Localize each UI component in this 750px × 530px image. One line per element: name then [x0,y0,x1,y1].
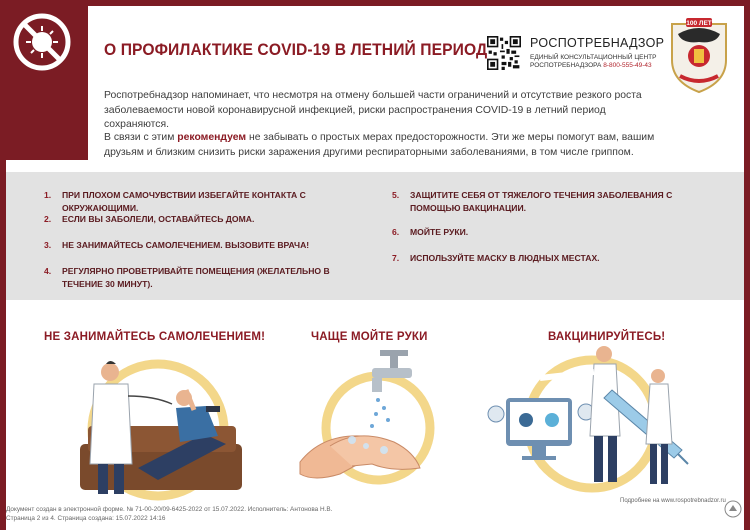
consult-center-line1: ЕДИНЫЙ КОНСУЛЬТАЦИОННЫЙ ЦЕНТР [530,54,657,61]
doctor-patient-illustration [58,352,258,502]
tip-number: 1. [44,190,52,200]
tip-item [392,189,722,214]
tip-item [44,213,384,226]
section-title-vaccinate: ВАКЦИНИРУЙТЕСЬ! [548,331,666,343]
tip-text: ИСПОЛЬЗУЙТЕ МАСКУ В ЛЮДНЫХ МЕСТАХ. [410,253,600,263]
tip-number: 5. [392,190,400,200]
tip-number: 2. [44,214,52,224]
tip-number: 3. [44,240,52,250]
tip-number: 7. [392,253,400,263]
tip-text: РЕГУЛЯРНО ПРОВЕТРИВАЙТЕ ПОМЕЩЕНИЯ (ЖЕЛАТЕЛЬНО В ТЕЧЕНИЕ 30 МИНУТ). [62,266,330,289]
tip-number: 4. [44,266,52,276]
consult-center-line2: РОСПОТРЕБНАДЗОРА [530,62,602,69]
tip-item [44,239,384,252]
page-title: О ПРОФИЛАКТИКЕ COVID-19 В ЛЕТНИЙ ПЕРИОД [104,40,488,59]
no-virus-icon [12,12,72,72]
section-title-self-treatment: НЕ ЗАНИМАЙТЕСЬ САМОЛЕЧЕНИЕМ! [44,331,266,343]
tip-text: НЕ ЗАНИМАЙТЕСЬ САМОЛЕЧЕНИЕМ. ВЫЗОВИТЕ ВРАЧА! [62,240,310,250]
intro-p2-end: не забывать о простых мерах предосторожности. Эти же меры помогут вам, вашим друзьям и близким снизить риски заражения другими респираторными заболеваниями, в том числе гриппом. [104,132,655,158]
tip-text: ЗАЩИТИТЕ СЕБЯ ОТ ТЯЖЕЛОГО ТЕЧЕНИЯ ЗАБОЛЕВАНИЯ С ПОМОЩЬЮ ВАКЦИНАЦИИ. [410,190,673,213]
emblem-label: 100 ЛЕТ [686,20,712,27]
tip-text: ЕСЛИ ВЫ ЗАБОЛЕЛИ, ОСТАВАЙТЕСЬ ДОМА. [62,214,255,224]
tip-item [44,265,344,290]
intro-p2-recommend: рекомендуем [177,132,247,143]
frame-right [744,0,750,530]
document-note: Документ создан в электронной форме. № 71-00-20/09-6425-2022 от 15.07.2022. Исполнитель: Антонова Н.В. [6,506,333,513]
consult-center [530,54,656,70]
tip-item [392,226,722,239]
hand-washing-illustration [292,342,442,502]
tip-item [392,252,722,265]
tip-text: МОЙТЕ РУКИ. [410,227,469,237]
org-name: РОСПОТРЕБНАДЗОР [530,36,665,50]
section-title-wash-hands: ЧАЩЕ МОЙТЕ РУКИ [311,331,428,343]
qr-code-icon [487,36,521,70]
tip-item [44,189,384,214]
corner-stamp-icon [724,500,742,518]
intro-p2-start: В связи с этим [104,132,178,143]
vaccination-illustration [482,340,692,502]
page-note: Страница 2 из 4. Страница создана: 15.07.2022 14:16 [6,515,166,522]
source-note: Подробнее на www.rospotrebnadzor.ru [620,498,726,504]
hotline-phone: 8-800-555-49-43 [603,62,652,69]
tip-text: ПРИ ПЛОХОМ САМОЧУВСТВИИ ИЗБЕГАЙТЕ КОНТАКТА С ОКРУЖАЮЩИМИ. [62,190,306,213]
intro-paragraph-2 [104,131,664,160]
rospotrebnadzor-emblem-icon [664,16,734,96]
intro-paragraph-1: Роспотребнадзор напоминает, что несмотря на отмену большей части ограничений и отсутствие резкого роста заболеваемости новой коронавирусной инфекцией, риски распространения COVID-19 в летний период сохраняются. [104,90,642,130]
tip-number: 6. [392,227,400,237]
